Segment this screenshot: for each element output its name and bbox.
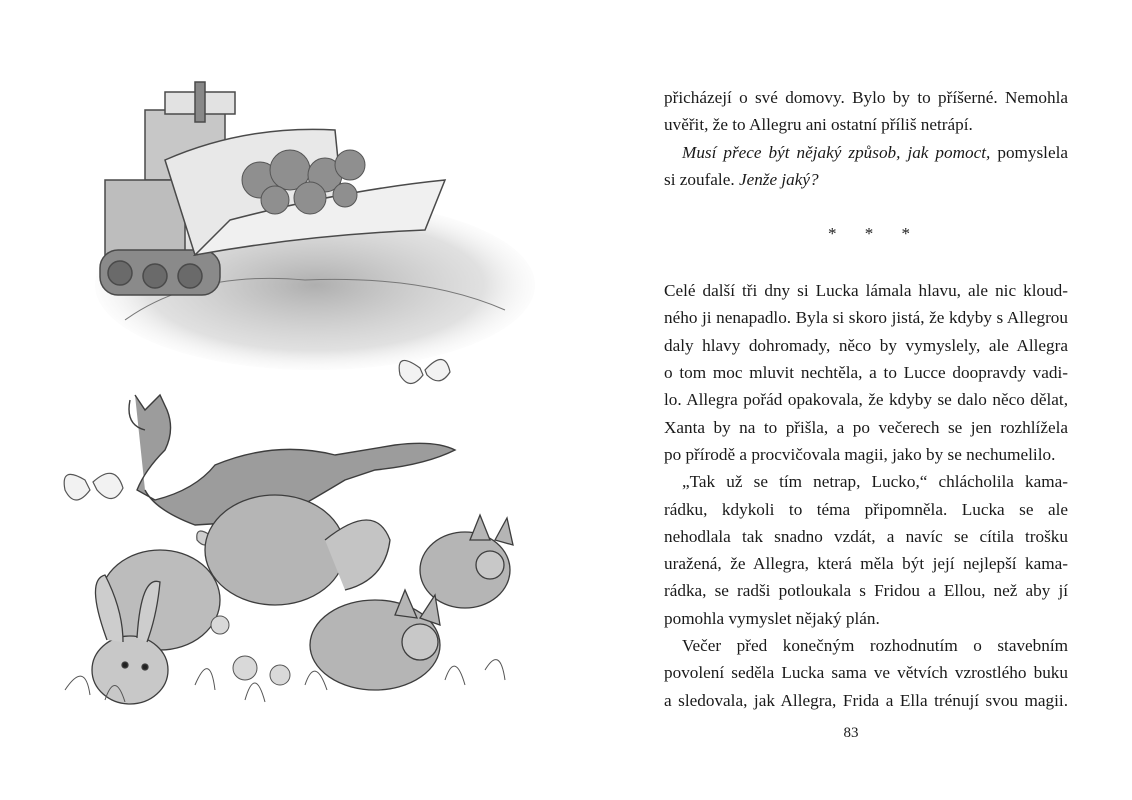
text-line: „Tak už se tím netrap, Lucko,“ chlácholila kama-	[682, 472, 1068, 492]
paragraph-thought	[664, 139, 1068, 194]
italic-thought: Musí přece být nějaký způsob, jak pomoct,	[682, 142, 991, 162]
pencil-illustration	[45, 70, 545, 720]
text-fragment: si zoufale.	[664, 169, 739, 189]
text-line	[664, 166, 1068, 193]
paragraph-evening	[664, 632, 1068, 714]
paragraph-section-start	[664, 277, 1068, 468]
text-line: rádka, se radši potloukala s Fridou a Ellou, než aby jí	[664, 581, 1068, 601]
paragraph-continuation	[664, 84, 1068, 139]
text-line: ného ji nenapadlo. Byla si skoro jistá, že kdyby s Allegrou	[664, 308, 1068, 328]
text-line: uražená, že Allegra, která měla být její nejlepší kama-	[664, 554, 1068, 574]
text-line: daly hlavy dohromady, něco by vymyslely, ale Allegra	[664, 335, 1068, 355]
text-line: přicházejí o své domovy. Bylo by to příšerné. Nemohla	[664, 88, 1068, 107]
rabbit-drawing	[92, 550, 220, 704]
text-fragment: pomyslela	[990, 142, 1068, 162]
text-line: lo. Allegra pořád opakovala, že kdyby se dalo něco dělat,	[664, 390, 1068, 410]
text-line	[664, 139, 1068, 166]
text-line: Večer před konečným rozhodnutím o stavebním	[682, 636, 1068, 656]
text-line: rádku, kdykoli to téma připomněla. Lucka se ale	[664, 499, 1068, 519]
text-line: Xanta by na to přišla, a po večerech se jen rozhlížela	[664, 417, 1068, 437]
section-break-asterism: * * *	[828, 224, 922, 244]
text-line: po přírodě a procvičovala magii, jako by se nechumelilo.	[664, 444, 1056, 464]
text-line: a sledovala, jak Allegra, Frida a Ella trénují svou magii.	[664, 690, 1068, 710]
text-line: o tom moc mluvit nechtěla, a to Lucce doopravdy vadi-	[664, 363, 1068, 383]
text-line: pomohla vymyslet nějaký plán.	[664, 608, 880, 628]
paragraph-dialogue	[664, 468, 1068, 632]
page-number: 83	[843, 725, 859, 741]
text-line: Celé další tři dny si Lucka lámala hlavu, ale nic kloud-	[664, 281, 1068, 301]
text-line: nehodlala tak snadno vzdát, a navíc se cítila trošku	[664, 526, 1068, 546]
italic-thought: Jenže jaký?	[738, 169, 819, 189]
text-line: povolení seděla Lucka sama ve větvích vzrostlého buku	[664, 663, 1068, 683]
text-line: uvěřit, že to Allegru ani ostatní příliš netrápí.	[664, 115, 973, 135]
right-page-text	[664, 84, 1068, 714]
